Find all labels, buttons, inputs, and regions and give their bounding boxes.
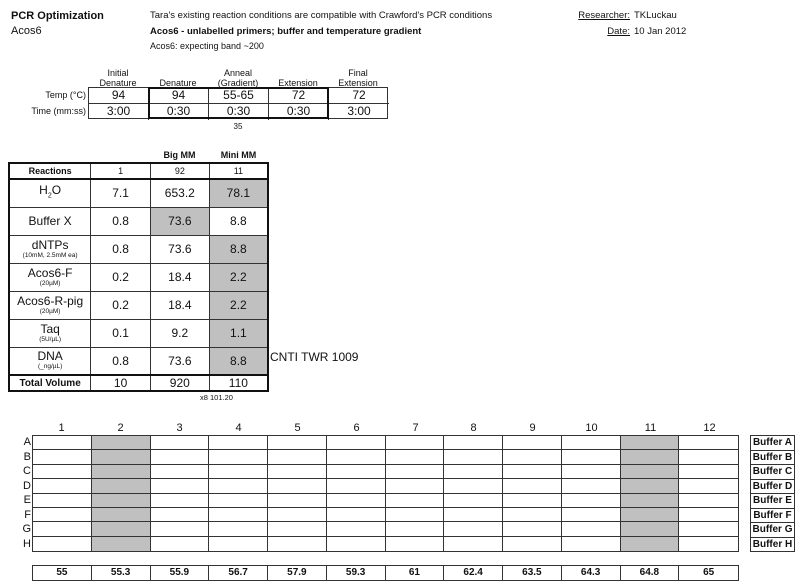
well-E6[interactable] [327,494,386,508]
well-B5[interactable] [268,450,327,464]
buffer-legend [750,435,795,552]
date-label: Date: [607,26,630,37]
well-C9[interactable] [503,465,562,479]
gradient-temp-cell: 55 [33,566,92,580]
note-line-2: Acos6 - unlabelled primers; buffer and temperature gradient [150,26,422,37]
plate-col-header: 2 [117,422,124,434]
plate-row-header: F [24,508,31,521]
plate-row-header: D [23,479,31,492]
plate-col-header: 12 [703,422,716,434]
reagent-name: Acos6-F [27,265,73,280]
reagent-concentration: (5U/µL) [39,335,62,343]
step-header-line1: Initial [107,68,129,78]
well-D6[interactable] [327,479,386,493]
big-mm-volume[interactable]: 18.4 [150,291,209,319]
well-B2[interactable] [92,450,151,464]
single-volume[interactable]: 0.8 [91,235,151,263]
time-cell[interactable]: 0:30 [149,104,209,120]
well-A7[interactable] [386,436,445,450]
plate-col-header: 3 [176,422,183,434]
well-F4[interactable] [209,508,268,522]
well-H5[interactable] [268,537,327,551]
well-E3[interactable] [151,494,210,508]
well-G10[interactable] [562,522,621,536]
well-A8[interactable] [444,436,503,450]
temp-cell[interactable]: 72 [269,88,329,104]
well-F9[interactable] [503,508,562,522]
plate-row-header: A [23,436,31,448]
well-G3[interactable] [151,522,210,536]
reagent-name-cell [9,207,91,235]
well-B1[interactable] [33,450,92,464]
plate-col-header: 4 [235,422,242,434]
well-C11[interactable] [621,465,680,479]
well-E12[interactable] [679,494,738,508]
mini-mm-volume[interactable]: 8.8 [209,207,268,235]
reagent-name: Buffer X [28,213,72,228]
single-volume[interactable]: 0.2 [91,291,151,319]
well-F1[interactable] [33,508,92,522]
big-mm-volume[interactable]: 73.6 [150,207,209,235]
well-F3[interactable] [151,508,210,522]
big-mm-volume[interactable]: 73.6 [150,235,209,263]
multiplier-note: x8 101.20 [200,393,233,402]
step-header-line1: Final [348,68,368,78]
gradient-temp-cell: 62.4 [444,566,503,580]
well-F6[interactable] [327,508,386,522]
temp-cell[interactable]: 55-65 [209,88,269,104]
mini-mm-volume[interactable]: 2.2 [209,291,268,319]
reagent-name-cell [9,319,91,347]
gradient-temp-cell: 59.3 [327,566,386,580]
step-header-line2: Extension [278,78,318,88]
single-volume[interactable]: 0.1 [91,319,151,347]
well-B3[interactable] [151,450,210,464]
time-cell[interactable]: 0:30 [209,104,269,120]
well-C4[interactable] [209,465,268,479]
well-D1[interactable] [33,479,92,493]
buffer-label: Buffer E [750,494,795,509]
reactions-header-row [9,163,268,179]
plate-row-header: E [23,494,31,506]
well-D10[interactable] [562,479,621,493]
well-E2[interactable] [92,494,151,508]
well-C5[interactable] [268,465,327,479]
gradient-temp-cell: 55.3 [92,566,151,580]
big-mm-volume[interactable]: 73.6 [150,347,209,375]
well-H2[interactable] [92,537,151,551]
well-G1[interactable] [33,522,92,536]
well-A11[interactable] [621,436,680,450]
well-B12[interactable] [679,450,738,464]
plate-col-header: 5 [294,422,301,434]
reagent-name-cell [9,291,91,319]
note-line-1: Tara's existing reaction conditions are compatible with Crawford's PCR conditions [150,10,493,21]
thermal-program-table [88,87,388,119]
single-volume[interactable]: 0.2 [91,263,151,291]
well-B9[interactable] [503,450,562,464]
well-B8[interactable] [444,450,503,464]
researcher-value: TKLuckau [634,10,677,21]
plate-col-header: 10 [585,422,598,434]
well-C10[interactable] [562,465,621,479]
well-H1[interactable] [33,537,92,551]
step-header-line2: (Gradient) [217,78,259,88]
plate-96-well-grid [32,435,739,552]
date-value: 10 Jan 2012 [634,26,687,37]
well-A1[interactable] [33,436,92,450]
table-row [9,319,268,347]
step-header-denature [148,66,208,88]
gradient-temp-cell: 64.8 [621,566,680,580]
reagent-name: dNTPs [31,237,69,252]
well-D8[interactable] [444,479,503,493]
big-mm-volume[interactable]: 9.2 [150,319,209,347]
single-volume[interactable]: 7.1 [91,179,151,207]
buffer-label: Buffer D [750,480,795,495]
reagent-name-cell [9,347,91,375]
plate-row-header: H [23,537,31,550]
well-G2[interactable] [92,522,151,536]
well-C2[interactable] [92,465,151,479]
well-C12[interactable] [679,465,738,479]
well-D9[interactable] [503,479,562,493]
reagent-name-cell [9,263,91,291]
well-D4[interactable] [209,479,268,493]
reactions-count-big[interactable]: 92 [150,163,209,179]
total-big: 920 [150,375,209,391]
well-C6[interactable] [327,465,386,479]
reagent-name-cell [9,179,91,207]
well-F7[interactable] [386,508,445,522]
buffer-label: Buffer G [750,523,795,538]
doc-title: PCR Optimization [11,10,104,22]
well-F11[interactable] [621,508,680,522]
mini-mm-volume[interactable]: 1.1 [209,319,268,347]
well-G11[interactable] [621,522,680,536]
well-A4[interactable] [209,436,268,450]
step-header-initial-denature [88,66,148,88]
table-row [9,291,268,319]
step-header-extension [268,66,328,88]
gradient-temp-cell: 57.9 [268,566,327,580]
well-A9[interactable] [503,436,562,450]
well-H4[interactable] [209,537,268,551]
reagent-name: Taq [40,321,60,336]
note-line-3: Acos6: expecting band ~200 [150,41,264,51]
reactions-table [8,162,269,392]
well-F12[interactable] [679,508,738,522]
gradient-temp-cell: 64.3 [562,566,621,580]
well-H7[interactable] [386,537,445,551]
buffer-label: Buffer F [750,509,795,524]
temp-row-label: Temp (°C) [45,90,86,100]
total-mini: 110 [209,375,268,391]
table-row [9,207,268,235]
cycle-count: 35 [233,122,243,131]
reagent-name: Acos6-R-pig [17,293,84,308]
well-F10[interactable] [562,508,621,522]
step-header-line2: Extension [338,78,378,88]
plate-col-header: 6 [353,422,360,434]
table-row [9,263,268,291]
well-H10[interactable] [562,537,621,551]
mini-mm-header: Mini MM [220,150,257,160]
buffer-label: Buffer A [750,435,795,451]
well-B4[interactable] [209,450,268,464]
dna-sample-note: CNTI TWR 1009 [270,350,359,364]
well-B7[interactable] [386,450,445,464]
reactions-count-single[interactable]: 1 [91,163,151,179]
table-row [9,347,268,375]
well-G9[interactable] [503,522,562,536]
researcher-label: Researcher: [578,10,630,21]
plate-row-header: C [23,465,31,477]
buffer-label: Buffer C [750,465,795,480]
temp-cell[interactable]: 94 [149,88,209,104]
big-mm-volume[interactable]: 653.2 [150,179,209,207]
gradient-temp-cell: 56.7 [209,566,268,580]
step-header-line2: Denature [159,78,197,88]
time-row-label: Time (mm:ss) [31,106,86,116]
total-single: 10 [91,375,151,391]
well-E7[interactable] [386,494,445,508]
well-D7[interactable] [386,479,445,493]
well-H12[interactable] [679,537,738,551]
total-label: Total Volume [9,375,91,391]
reagent-name: $H_2O$ [39,183,62,200]
reagent-name-cell [9,235,91,263]
well-A6[interactable] [327,436,386,450]
well-H9[interactable] [503,537,562,551]
step-header-final-extension [328,66,388,88]
plate-col-header: 1 [58,422,65,434]
plate-row-header: B [23,450,31,463]
well-C3[interactable] [151,465,210,479]
well-G7[interactable] [386,522,445,536]
well-A5[interactable] [268,436,327,450]
single-volume[interactable]: 0.8 [91,347,151,375]
plate-col-header: 9 [529,422,536,434]
doc-subtitle: Acos6 [11,25,42,37]
gradient-temp-cell: 61 [386,566,445,580]
reagent-concentration: (_ng/µL) [37,363,63,371]
reagent-concentration: (20µM) [39,307,61,315]
buffer-label: Buffer H [750,538,795,553]
reagent-name: DNA [37,349,63,364]
well-H8[interactable] [444,537,503,551]
well-B6[interactable] [327,450,386,464]
reagent-concentration: (20µM) [39,279,61,287]
big-mm-volume[interactable]: 18.4 [150,263,209,291]
mini-mm-volume[interactable]: 8.8 [209,235,268,263]
step-header-line1: Anneal [223,68,253,78]
temp-cell[interactable]: 72 [329,88,389,104]
well-E1[interactable] [33,494,92,508]
well-E8[interactable] [444,494,503,508]
mini-mm-volume[interactable]: 78.1 [209,179,268,207]
well-C8[interactable] [444,465,503,479]
step-header-anneal [208,66,268,88]
well-D2[interactable] [92,479,151,493]
well-E4[interactable] [209,494,268,508]
buffer-label: Buffer B [750,451,795,466]
single-volume[interactable]: 0.8 [91,207,151,235]
reactions-label: Reactions [9,163,91,179]
well-D3[interactable] [151,479,210,493]
well-C1[interactable] [33,465,92,479]
well-G12[interactable] [679,522,738,536]
plate-col-header: 11 [644,422,657,434]
well-G8[interactable] [444,522,503,536]
time-cell[interactable]: 0:30 [269,104,329,120]
reactions-count-mini[interactable]: 11 [209,163,268,179]
well-B10[interactable] [562,450,621,464]
gradient-temp-cell: 65 [703,567,715,578]
total-row [9,375,268,391]
mini-mm-volume[interactable]: 8.8 [209,347,268,375]
well-H3[interactable] [151,537,210,551]
well-G6[interactable] [327,522,386,536]
time-cell[interactable]: 3:00 [89,104,149,120]
well-B11[interactable] [621,450,680,464]
plate-col-header: 8 [470,422,477,434]
well-G4[interactable] [209,522,268,536]
well-E10[interactable] [562,494,621,508]
time-cell[interactable]: 3:00 [347,104,371,118]
well-D11[interactable] [621,479,680,493]
well-H6[interactable] [327,537,386,551]
gradient-temp-cell: 55.9 [151,566,210,580]
well-C7[interactable] [386,465,445,479]
big-mm-header: Big MM [163,150,196,160]
reagent-concentration: (10mM, 2.5mM ea) [22,251,78,259]
table-row [9,179,268,207]
well-A10[interactable] [562,436,621,450]
well-F8[interactable] [444,508,503,522]
well-D5[interactable] [268,479,327,493]
well-A12[interactable] [679,436,738,450]
well-G5[interactable] [268,522,327,536]
well-A2[interactable] [92,436,151,450]
plate-row-header: G [22,523,31,535]
gradient-temperature-row [32,565,739,581]
plate-col-header: 7 [412,422,419,434]
well-F2[interactable] [92,508,151,522]
well-F5[interactable] [268,508,327,522]
well-H11[interactable] [621,537,680,551]
well-E5[interactable] [268,494,327,508]
well-A3[interactable] [151,436,210,450]
temp-cell[interactable]: 94 [89,88,149,104]
table-row [9,235,268,263]
gradient-temp-cell: 63.5 [503,566,562,580]
step-header-line2: Denature [99,78,137,88]
well-E11[interactable] [621,494,680,508]
mini-mm-volume[interactable]: 2.2 [209,263,268,291]
well-E9[interactable] [503,494,562,508]
well-D12[interactable] [679,479,738,493]
